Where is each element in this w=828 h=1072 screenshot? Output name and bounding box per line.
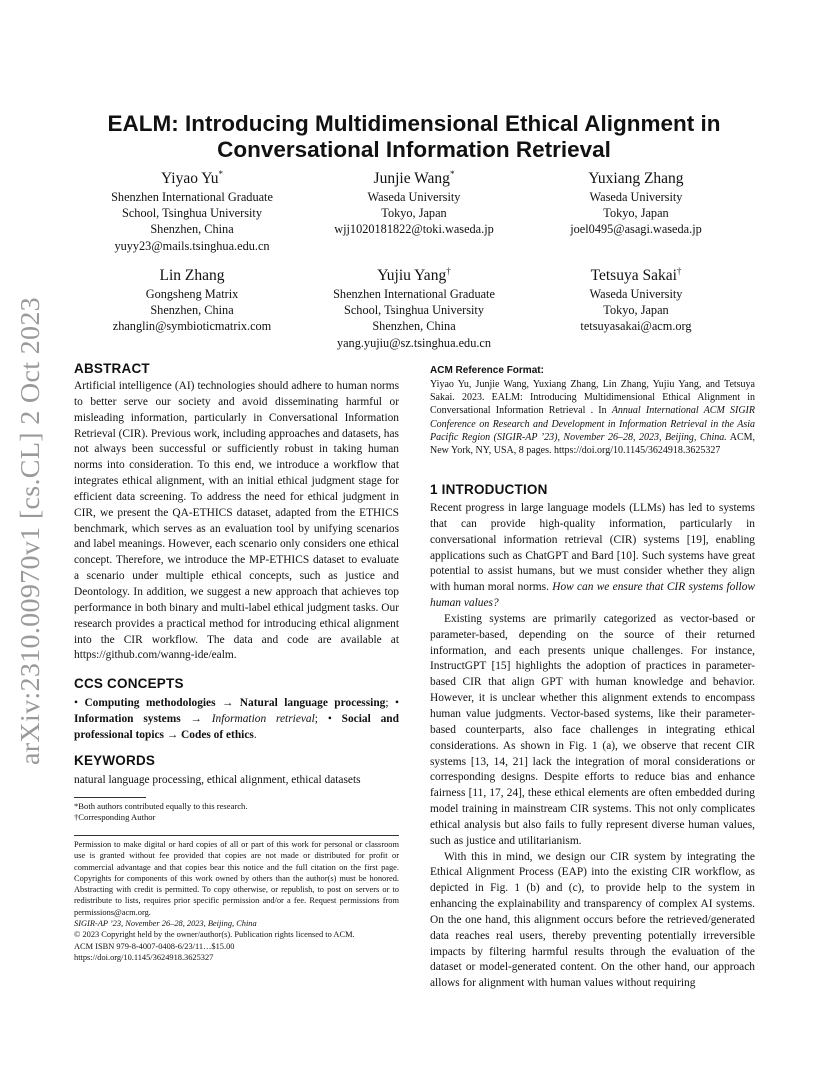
paper-title xyxy=(60,111,768,163)
ccs-heading: CCS CONCEPTS xyxy=(74,676,184,691)
ccs-concept-italic: Information retrieval xyxy=(211,712,315,725)
isbn-line: ACM ISBN 979-8-4007-0408-6/23/11…$15.00 xyxy=(74,941,235,951)
footnote-rule xyxy=(74,797,146,798)
ccs-concepts xyxy=(74,696,399,744)
permission-block xyxy=(74,839,399,963)
title-line-1: EALM: Introducing Multidimensional Ethical Alignment in xyxy=(107,111,721,136)
author-block xyxy=(528,169,744,238)
abstract-text: Artificial intelligence (AI) technologies should adhere to human norms to better serve our society and avoid disseminating harmful or misleading information, particularly in Conversational Information Retrieval (CIR). Previous work, including approaches and datasets, has not always been successful or sufficiently robust in taking human norms into consideration. To this end, we introduce a workflow that integrates ethical alignment, with an initial ethical judgment stage for efficient data screening. To address the need for ethical judgment in CIR, we present the QA-ETHICS dataset, adapted from the ETHICS benchmark, which serves as an evaluation tool by unifying scenarios and label meanings. However, each scenario only considers one ethical concept. Therefore, we introduce the MP-ETHICS dataset to evaluate a scenario under multiple ethical concepts, such as justice and Deontology. In addition, we suggest a new approach that achieves top performance in both binary and multi-label ethical judgment tasks. Our research provides a practical method for introducing ethical alignment into the CIR workflow. The data and code are available at https://github.com/wanng-ide/ealm. xyxy=(74,380,399,662)
section-heading-introduction: 1 INTRODUCTION xyxy=(430,482,548,497)
intro-p1-text: Recent progress in large language models (LLMs) has led to systems that can provide high-quality information, particularly in conversational information retrieval (CIR) systems [19], enabling applications such as ChatGPT and Bard [10]. Such systems have great potential to assist humans, but we must consider whether they align with human moral norms. xyxy=(430,502,755,594)
author-affiliation: Waseda University xyxy=(589,190,683,204)
author-mark: † xyxy=(676,265,682,276)
acm-reference-authors: Yiyao Yu, Junjie Wang, Yuxiang Zhang, Lin Zhang, Yujiu Yang, and Tetsuya Sakai. 2023. EALM: Introducing Multidimensional Ethical Alignment in Conversational Information Retrieval . In xyxy=(430,379,755,417)
author-email: wjj1020181822@toki.waseda.jp xyxy=(334,222,494,237)
author-mark: * xyxy=(449,168,455,179)
intro-p1-question: How can we ensure that CIR systems follow human values? xyxy=(430,581,755,610)
author-affiliation: Shenzhen International Graduate xyxy=(333,287,495,301)
author-block xyxy=(84,266,300,335)
author-affiliation: School, Tsinghua University xyxy=(122,206,262,221)
author-name: Yuxiang Zhang xyxy=(588,170,684,187)
arxiv-stamp xyxy=(6,295,50,765)
author-name: Tetsuya Sakai xyxy=(590,267,677,284)
author-block xyxy=(306,266,522,351)
author-affiliation: Tokyo, Japan xyxy=(381,206,447,221)
footnote-corresponding: †Corresponding Author xyxy=(74,812,156,822)
keywords-text: natural language processing, ethical alignment, ethical datasets xyxy=(74,774,361,786)
venue-line: SIGIR-AP ’23, November 26–28, 2023, Beijing, China xyxy=(74,919,257,929)
acm-reference-text xyxy=(430,378,755,457)
author-name: Lin Zhang xyxy=(159,267,225,284)
ccs-concept: Computing methodologies → Natural language processing xyxy=(84,697,386,709)
doi-line: https://doi.org/10.1145/3624918.3625327 xyxy=(74,952,214,962)
keywords-heading: KEYWORDS xyxy=(74,753,156,768)
author-affiliation: School, Tsinghua University xyxy=(344,303,484,318)
author-email: joel0495@asagi.waseda.jp xyxy=(570,222,702,237)
author-affiliation: Shenzhen International Graduate xyxy=(111,190,273,204)
title-line-2: Conversational Information Retrieval xyxy=(217,137,611,162)
author-block xyxy=(306,169,522,238)
ccs-bullet: • xyxy=(327,712,332,725)
author-affiliation: Tokyo, Japan xyxy=(603,206,669,221)
introduction-body xyxy=(430,501,755,992)
ccs-concept: Social and professional topics → Codes of ethics xyxy=(74,712,399,741)
acm-reference-doi: ACM, New York, NY, USA, 8 pages. https://doi.org/10.1145/3624918.3625327 xyxy=(430,431,756,457)
acm-reference-heading: ACM Reference Format: xyxy=(430,365,544,376)
footnote-equal-contribution: *Both authors contributed equally to this research. xyxy=(74,801,248,811)
permission-rule xyxy=(74,835,399,836)
author-email: tetsuyasakai@acm.org xyxy=(580,319,692,334)
author-email: yang.yujiu@sz.tsinghua.edu.cn xyxy=(336,335,492,350)
arxiv-stamp-text: arXiv:2310.00970v1 [cs.CL] 2 Oct 2023 xyxy=(15,314,45,765)
author-affiliation: Shenzhen, China xyxy=(150,222,234,237)
ccs-bullet: • xyxy=(394,697,399,709)
author-block xyxy=(528,266,744,335)
author-email: yuyy23@mails.tsinghua.edu.cn xyxy=(114,238,270,253)
author-affiliation: Waseda University xyxy=(367,190,461,204)
acm-reference-venue: Annual International ACM SIGIR Conference on Research and Development in Information Retrieval in the Asia Pacific Region (SIGIR-AP ’23), November 26–28, 2023, Beijing, China. xyxy=(430,405,755,443)
ccs-concept: Information systems → xyxy=(74,712,202,725)
ccs-separator: ; xyxy=(314,712,318,725)
intro-paragraph-2: Existing systems are primarily categorized as vector-based or parameter-based, depending on the source of their returned information, and each presents unique challenges. For instance, InstructGPT [15] highlights the adoption of practices in parameter-based CIR that align GPT with human knowledge and behavior. However, it is unclear whether this alignment extends to encompass human value judgments. Vector-based systems, like their parameter-based counterparts, also face challenges in integrating ethical considerations. As shown in Fig. 1 (a), we observe that recent CIR systems [13, 14, 21] lack the integration of moral considerations or corresponding designs. Despite efforts to reduce bias and enhance fairness [11, 17, 24], these ethical elements are often embedded during model training in mainstream CIR systems. This not only complicates ethical analysis but also fails to fully represent diverse human values, such as justice and utilitarianism. xyxy=(430,612,755,847)
ccs-separator: . xyxy=(253,728,257,741)
ccs-bullet: • xyxy=(74,697,78,709)
author-affiliation: Tokyo, Japan xyxy=(603,303,669,318)
author-mark: * xyxy=(218,168,224,179)
author-affiliation: Shenzhen, China xyxy=(372,319,456,334)
author-affiliation: Gongsheng Matrix xyxy=(145,287,239,301)
ccs-separator: ; xyxy=(385,697,389,709)
intro-paragraph-3: With this in mind, we design our CIR system by integrating the Ethical Alignment Process (EAP) into the existing CIR workflow, as depicted in Fig. 1 (b) and (c), to provide help to the system in enhancing the explainability and transparency of complex AI systems. On the one hand, this alignment occurs before the retrieved/generated data reaches real users, thereby preventing potentially irreversible impacts by filtering harmful results through the evaluation of the dataset or model-generated content. On the other hand, our approach allows for alignment with human values without requiring xyxy=(430,850,755,990)
permission-text: Permission to make digital or hard copies of all or part of this work for personal or classroom use is granted without fee provided that copies are not made or distributed for profit or commercial advantage and that copies bear this notice and the full citation on the first page. Copyrights for components of this work owned by others than the author(s) must be honored. Abstracting with credit is permitted. To copy otherwise, or republish, to post on servers or to redistribute to lists, requires prior specific permission and/or a fee. Request permissions from permissions@acm.org. xyxy=(74,840,399,917)
author-mark: † xyxy=(446,265,451,276)
author-block xyxy=(84,169,300,254)
footnotes xyxy=(74,801,399,823)
author-name: Junjie Wang xyxy=(373,170,450,187)
intro-paragraph-1 xyxy=(430,501,755,612)
author-name: Yujiu Yang xyxy=(377,267,447,284)
author-email: zhanglin@symbioticmatrix.com xyxy=(112,319,272,334)
abstract-heading: ABSTRACT xyxy=(74,361,150,376)
author-affiliation: Waseda University xyxy=(589,287,683,301)
author-name: Yiyao Yu xyxy=(160,170,219,187)
author-affiliation: Shenzhen, China xyxy=(150,303,234,318)
copyright-line: © 2023 Copyright held by the owner/author(s). Publication rights licensed to ACM. xyxy=(74,930,355,940)
